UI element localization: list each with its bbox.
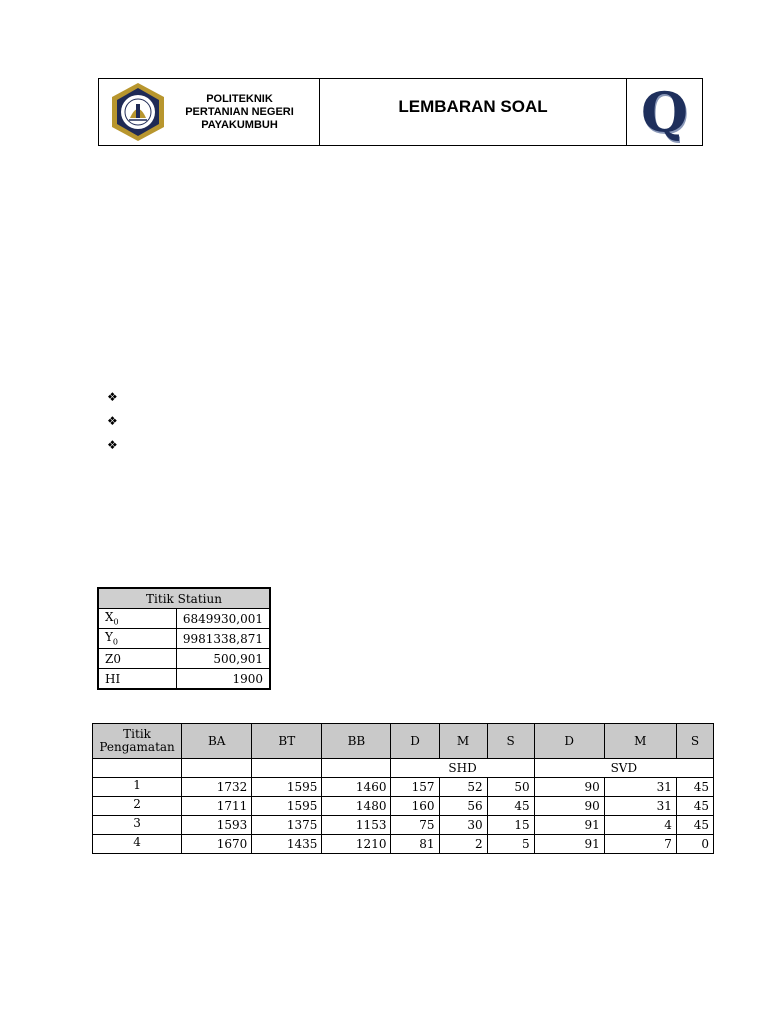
table-cell: 1593 [182,816,252,835]
table-row [93,797,714,816]
table-cell: 52 [439,778,487,797]
q-logo-icon: Q [640,80,689,144]
column-header: M [439,724,487,759]
institution-name [166,93,319,132]
table-cell: 31 [604,778,676,797]
institution-seal-icon [110,82,166,142]
table-cell: 90 [534,778,604,797]
shd-group-label: SHD [391,759,534,778]
table-row [93,778,714,797]
svd-group-label: SVD [534,759,713,778]
document-title: LEMBARAN SOAL [320,79,627,145]
table-row [93,816,714,835]
column-header: BB [322,724,391,759]
table-cell: 1732 [182,778,252,797]
column-header: BA [182,724,252,759]
table-cell: 1480 [322,797,391,816]
column-header: D [391,724,439,759]
table-cell: 31 [604,797,676,816]
station-value: 500,901 [176,649,270,669]
table-cell: 160 [391,797,439,816]
observation-point-cell: 2 [93,797,182,816]
station-table [97,587,271,690]
table-cell: 1711 [182,797,252,816]
table-cell: 30 [439,816,487,835]
table-cell: 0 [676,835,713,854]
table-cell: 4 [604,816,676,835]
table-cell: 1595 [252,778,322,797]
table-cell: 81 [391,835,439,854]
table-cell: 1153 [322,816,391,835]
bullet-marker-1: ❖ [107,390,118,404]
station-label: HI [98,669,176,690]
document-header [98,78,703,146]
table-cell: 157 [391,778,439,797]
bullet-marker-2: ❖ [107,414,118,428]
table-cell: 2 [439,835,487,854]
table-cell: 91 [534,816,604,835]
table-cell: 1210 [322,835,391,854]
table-cell: 45 [487,797,534,816]
table-cell: 15 [487,816,534,835]
station-value: 9981338,871 [176,629,270,649]
station-value: 1900 [176,669,270,690]
table-cell: 45 [676,797,713,816]
table-cell: 1435 [252,835,322,854]
bullet-marker-3: ❖ [107,438,118,452]
station-label: $X_0$ [98,609,176,629]
station-label: Z0 [98,649,176,669]
group-label-row [93,759,714,778]
table-row [98,609,270,629]
table-cell: 1670 [182,835,252,854]
table-row [93,835,714,854]
table-cell: 91 [534,835,604,854]
table-cell: 90 [534,797,604,816]
header-row [93,724,714,759]
institution-line-2: PERTANIAN NEGERI [185,105,294,118]
institution-line-3: PAYAKUMBUH [201,118,278,131]
q-logo-cell [627,79,702,145]
table-row [98,649,270,669]
observation-point-cell: 4 [93,835,182,854]
table-cell: 45 [676,778,713,797]
table-row [98,629,270,649]
table-cell: 7 [604,835,676,854]
table-cell: 1595 [252,797,322,816]
station-label: $Y_0$ [98,629,176,649]
column-header: D [534,724,604,759]
institution-line-1: POLITEKNIK [206,92,273,105]
table-cell: 75 [391,816,439,835]
column-header: S [676,724,713,759]
observation-point-cell: 1 [93,778,182,797]
table-cell: 5 [487,835,534,854]
observation-point-cell: 3 [93,816,182,835]
table-cell: 50 [487,778,534,797]
observation-table [92,723,714,854]
column-header: BT [252,724,322,759]
table-cell: 56 [439,797,487,816]
table-row [98,669,270,690]
table-cell: 1460 [322,778,391,797]
column-header: Titik Pengamatan [93,724,182,759]
station-value: 6849930,001 [176,609,270,629]
table-cell: 45 [676,816,713,835]
table-cell: 1375 [252,816,322,835]
station-table-title: Titik Statiun [98,588,270,609]
logo-cell [99,79,320,145]
column-header: S [487,724,534,759]
column-header: M [604,724,676,759]
